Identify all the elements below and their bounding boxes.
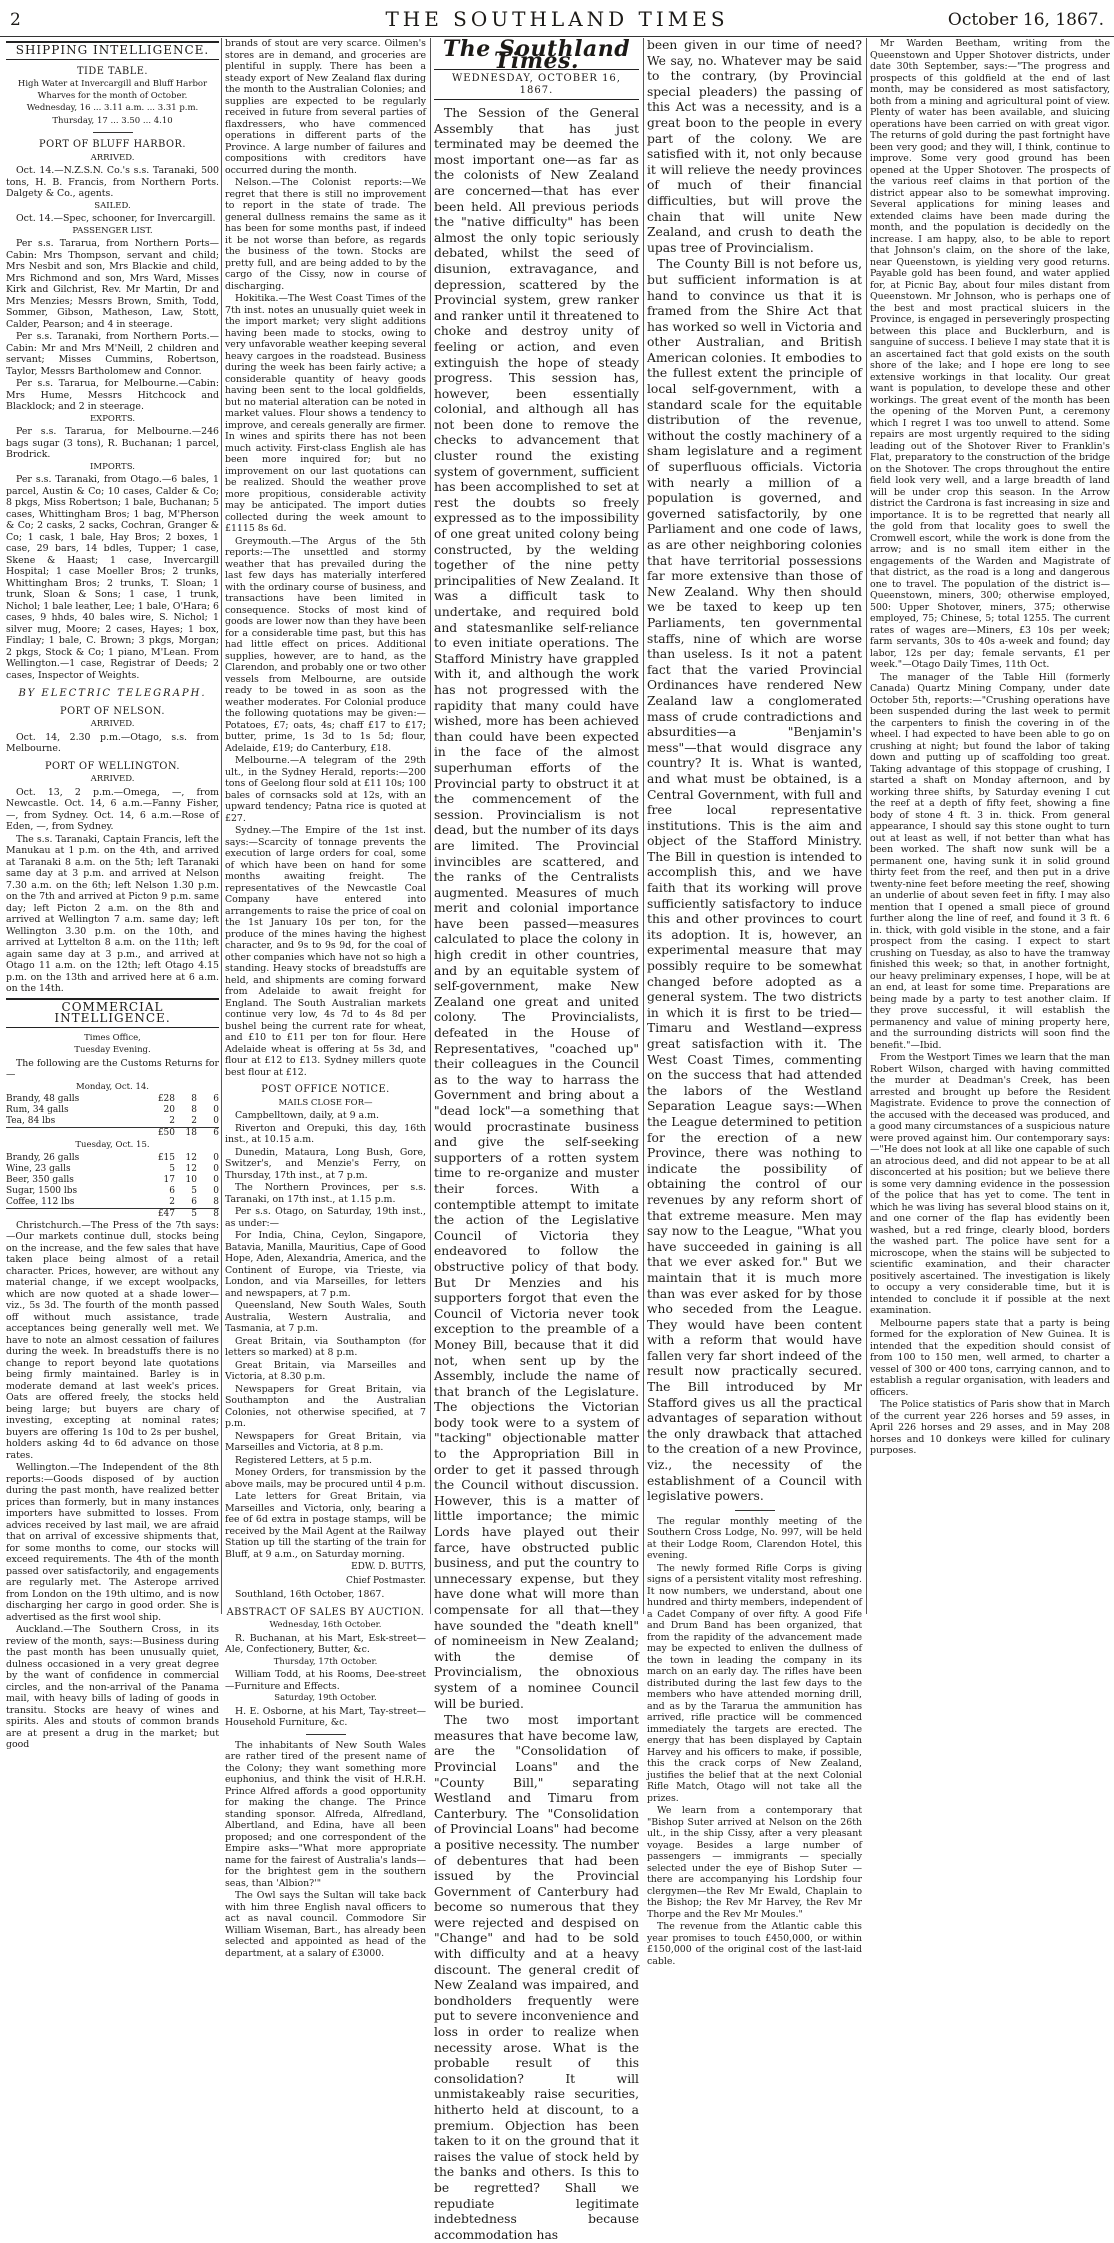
lodge-notice: The regular monthly meeting of the Southern Cross Lodge, No. 997, will be held at their Lodge Room, Clarendon Hotel, this evening. xyxy=(647,1515,862,1562)
nsw-article: The inhabitants of New South Wales are rather tired of the present name of the Colony; they want something more euphonius, and think the visit of H.R.H. Prince Alfred affords a good opportunity for making the change. The Prince standing sponsor. Alfreda, Alfredland, Albertland, and Edina, have all been proposed; and one correspondent of the Empire asks—"What more appropriate name for the fairest of Australia's lands—for the brightest gem in the southern seas, than 'Albion?'" xyxy=(225,1739,426,1889)
postmaster-title: Chief Postmaster. xyxy=(345,1575,426,1586)
column-rule xyxy=(866,38,867,1614)
passenger-text: Per s.s. Tararua, for Melbourne.—Cabin: Mrs Hume, Messrs Hitchcock and Blacklock; and 2 in steerage. xyxy=(6,378,219,412)
tuesday-label: Tuesday, Oct. 15. xyxy=(75,1140,150,1150)
sailed-label: SAILED. xyxy=(94,200,131,211)
passenger-text: Per s.s. Tararua, from Northern Ports—Cabin: Mrs Thompson, servant and child; Mrs Nesbit and son, Mrs Blackie and child, Mrs Richmond and son, Mrs Ward, Misses Kirk and Gilchrist, Rev. Mr Martin, Dr and Mrs Menzies; Messrs Brown, Smith, Todd, Sommer, Gibson, Matheson, Law, Stott, Calder, Pearson; and 4 in steerage. xyxy=(6,238,219,330)
mail-item: Queensland, New South Wales, South Australia, Western Australia, and Tasmania, at 7 p.m. xyxy=(225,1300,426,1334)
shipping-heading: SHIPPING INTELLIGENCE. xyxy=(6,41,219,60)
table-total-row: £47 5 8 xyxy=(6,1208,219,1220)
running-title: THE SOUTHLAND TIMES xyxy=(385,7,729,31)
nelson-text: Oct. 14, 2.30 p.m.—Otago, s.s. from Melbourne. xyxy=(6,731,219,754)
table-row: Coffee, 112 lbs 2 6 8 xyxy=(6,1196,219,1207)
sale-day: Wednesday, 16th October. xyxy=(269,1620,382,1630)
christchurch-report: Christchurch.—The Press of the 7th says:—Our markets continue dull, stocks being on the increase, and the few sales that have taken place being almost of a retail character. Prices, however, are without any material change, if we except woolpacks, which are now quoted at a shade lower—viz., 5s 3d. The fourth of the month passed off without much assistance, trade acceptances being generally well met. We have to note an almost cessation of failures during the week. In breadstuffs there is no change to report beyond late quotations being firmly maintained. Barley is in moderate demand at last week's prices. Oats are offered freely, the stocks held being large; but buyers are chary of investing, excepting at nominal rates; buyers are offering 1s 10d to 2s per bushel, holders asking 4d to 6d advance on those rates. xyxy=(6,1219,219,1461)
editorial-text: The two most important measures that have become law, are the "Consolidation of Provincial Loans" and the "County Bill," separating Westland and Timaru from Canterbury. The "Consolidation of Provincial Loans" had become a positive necessity. The number of debentures that had been issued by the Provincial Government of Canterbury had become so numerous that they were rejected and despised on "Change" and had to be sold with difficulty and at a heavy discount. The general credit of New Zealand was impaired, and bondholders frequently were put to severe inconvenience and loss in order to realize when necessity arose. What is the probable result of this consolidation? It will unmistakeably raise securities, hitherto held at discount, to a premium. Objection has been taken to it on the ground that it raises the value of stock held by the banks and others. Is this to be regretted? Shall we repudiate legitimate indebtedness because accommodation has xyxy=(434,1713,639,2242)
tide-row: Wednesday, 16 ... 3.11 a.m. ... 3.31 p.m. xyxy=(26,103,199,113)
column-1 xyxy=(6,38,219,1750)
page-header xyxy=(0,0,1114,37)
goldfield-report: Mr Warden Beetham, writing from the Queenstown and Upper Shotover districts, under date 30th September, says:—"The progress and prospects of this goldfield at the end of last month, may be considered as most satisfactory, both from a mining and agricultural point of view. Plenty of water has been available, and sluicing operations have been carried on with great vigor. The returns of gold during the past fortnight have been very good; and they will, I think, continue to improve. Some very good ground has been opened at the Upper Shotover. The prospects of the various reef claims in that portion of the district appear also to be somewhat improving. Several applications for mining leases and extended claims have been made during the month, and the population is decidedly on the increase. I am happy, also, to be able to report that Johnson's claim, on the shore of the lake, near Queenstown, is yielding very good returns. Payable gold has been found, and water applied for, at Picnic Bay, about four miles distant from Queenstown. Mr Johnson, who is perhaps one of the best and most practical sluicers in the Province, is engaged in perseveringly prospecting between this place and Bucklerburn, and is sanguine of success. I believe I may state that it is an ascertained fact that gold exists on the south shore of the lake; and I hope ere long to see extensive workings in that locality. Our great want is population, to develope these and other workings. The great event of the month has been the opening of the Morven Punt, a ceremony which I regret I was too unwell to attend. Some repairs are most urgently required to the siding leading out of the Shotover River to Franklin's Flat, preparatory to the construction of the bridge on the Shotover. The crops throughout the entire field look very well, and a large breadth of land will be under crop this season. In the Arrow district the Cardrona is fast increasing in size and importance. It is to be regretted that nearly all the gold from that locality goes to swell the Cromwell escort, while the work is done from the arrow; and is no small item either in the engagements of the Warden and Magistrate of that district, as the road is a long and dangerous one to travel. The population of the district is—Queenstown, miners, 300; otherwise employed, 500: Upper Shotover, miners, 375; otherwise employed, 75; Chinese, 5; total 1255. The current rates of wages are—Miners, £3 10s per week; farm servants, 30s to 40s a-week and found; day labor, 12s per day; female servants, £1 per week."—Otago Daily Times, 11th Oct. xyxy=(870,38,1110,670)
customs-intro: The following are the Customs Returns for— xyxy=(6,1057,219,1080)
column-rule xyxy=(643,38,644,1614)
times-office: Times Office, xyxy=(84,1032,141,1043)
column-4 xyxy=(647,38,862,1967)
mail-item: Per s.s. Otago, on Saturday, 19th inst., as under:— xyxy=(225,1206,426,1229)
evening-label: Tuesday Evening. xyxy=(74,1045,151,1055)
arrived-label: ARRIVED. xyxy=(90,719,135,729)
tide-table-intro: High Water at Invercargill and Bluff Harbor Wharves for the month of October. xyxy=(17,79,208,101)
nelson-report: Nelson.—The Colonist reports:—We regret that there is still no improvement to report in the state of trade. The general dullness remains the same as it has been for some months past, if indeed it be not worse than before, as regards the business of the town. Stocks are pretty full, and are being added to by the cargo of the Cissy, now in course of discharging. xyxy=(225,177,426,292)
imports-label: IMPORTS. xyxy=(90,461,135,472)
arrived-label: ARRIVED. xyxy=(90,152,135,163)
mail-item: Great Britain, via Marseilles and Victoria, at 8.30 p.m. xyxy=(225,1359,426,1382)
column-rule xyxy=(430,38,431,1614)
melbourne-report: Melbourne.—A telegram of the 29th ult., in the Sydney Herald, reports:—200 tons of Geelong flour sold at £11 10s; 100 bales of cornsacks sold at 12s, with an upward tendency; Patna rice is quoted at £27. xyxy=(225,755,426,824)
table-row: Beer, 350 galls 17 10 0 xyxy=(6,1174,219,1185)
mail-item: Dunedin, Mataura, Long Bush, Gore, Switzer's, and Menzie's Ferry, on Thursday, 17th inst., at 7 p.m. xyxy=(225,1146,426,1181)
mining-report: The manager of the Table Hill (formerly Canada) Quartz Mining Company, under date October 5th, reports:—"Crushing operations have been suspended during the last week to permit the carpenters to finish the covering in of the wheel. I had expected to have been able to go on crushing at night; but found the labor of taking down and putting up of scaffolding too great. Taking advantage of this stoppage of crushing, I started a shaft on Monday afternoon, and by working three shifts, by Saturday evening I cut the reef at a depth of fifty feet, showing a fine body of stone 4 ft. 3 in. thick. From general appearance, I should say this stone ought to turn out at least as well, if not better than what has been worked. The shaft now sunk will be a permanent one, having sunk it in solid ground thirty feet from the reef, and then put in a drive twenty-nine feet before meeting the reef, showing an underlie of about seven feet in fifty. I may also mention that I opened a small piece of ground further along the line of reef, and found it 3 ft. 6 in. thick, with gold visible in the stone, and a fair prospect from the casing. I expect to start crushing on Tuesday, as also to have the tramway finished this week; so that, in another fortnight, our heavy preliminary expenses, I hope, will be at an end, at least for some time. Preparations are being made by a party to test another claim. If they prove successful, it will establish the permanency and value of mining property here, and the surrounding districts will soon find the benefit."—Ibid. xyxy=(870,671,1110,1051)
table-row: Rum, 34 galls 20 8 0 xyxy=(6,1105,219,1115)
mail-item: Money Orders, for transmission by the above mails, may be procured until 4 p.m. xyxy=(225,1467,426,1490)
westport-article: From the Westport Times we learn that the man Robert Wilson, charged with having committed the murder at Deadman's Creek, has been arrested and brought up before the Resident Magistrate. Evidence to prove the connection of the accused with the deceased was produced, and a good many circumstances of a suspicious nature were proved against him. Our contemporary says:—"He does not look at all like one capable of such an atrocious deed, and did not appear to be at all disconcerted at his position; but we believe there is some very damning evidence in the possession of the police that has yet to come. The tent in which he was living has several blood stains on it, and one corner of the flap has evidently been washed, but a red fringe, clearly blood, borders the washed part. The police have sent for a microscope, when the stains will be subjected to scientific examination, and their character positively ascertained. The investigation is likely to occupy a very considerable time, but it is intended to conclude it if possible at the next examination. xyxy=(870,1052,1110,1316)
postmaster-signature: EDW. D. BUTTS, xyxy=(351,1562,426,1572)
tide-row: Thursday, 17 ... 3.50 ... 4.10 xyxy=(52,115,173,126)
imports-text: Per s.s. Taranaki, from Otago.—6 bales, 1 parcel, Austin & Co; 10 cases, Calder & Co; 8 pkgs, Miss Robertson; 1 bale, Buchanan; 5 cases, Whittingham Bros; 1 bag, M'Pherson & Co; 2 casks, 2 sacks, Cochran, Granger & Co; 1 cask, 1 bale, Hay Bros; 2 boxes, 1 case, 29 bars, 14 bdles, Tupper; 1 case, Skene & Haast; 1 case, Invercargill Hospital; 1 case Moeller Bros; 2 trunks, Whittingham Bros; 2 trunks, T. Sloan; 1 trunk, Sloan & Sons; 1 case, 1 trunk, Nichol; 1 bale leather, Lee; 1 bale, O'Hara; 6 cases, 9 hhds, 40 bales wire, S. Nichol; 1 silver mug, Moore; 2 cases, Hayes; 1 box, Findlay; 1 bale, C. Brown; 3 pkgs, Morgan; 2 pkgs, Stock & Co; 1 piano, M'Lean. From Wellington.—1 case, Registrar of Deeds; 2 cases, Inspector of Weights. xyxy=(6,474,219,681)
owl-article: The Owl says the Sultan will take back with him three English naval officers to act as naval council. Commodore Sir William Wiseman, Bart., has already been selected and appointed as head of the department, at a salary of £3000. xyxy=(225,1890,426,1959)
signature-place: Southland, 16th October, 1867. xyxy=(235,1589,385,1600)
passenger-list-label: PASSENGER LIST. xyxy=(72,225,153,236)
greymouth-report: Greymouth.—The Argus of the 5th reports:—The unsettled and stormy weather that has prevailed during the last few days has materially interfered with the ordinary course of business, and transactions have been limited in consequence. Stocks of most kind of goods are lower now than they have been for a considerable time past, but this has had little effect on prices. Additional supplies, however, are to hand, as the Clarendon, and probably one or two other vessels from Melbourne, are outside ready to be towed in as soon as the weather moderates. For Colonial produce the following quotations may be given:—Potatoes, £7; oats, 4s; chaff £17 to £17; butter, prime, 1s 3d to 1s 5d; flour, Adelaide, £19; do Canterbury, £18. xyxy=(225,535,426,754)
divider xyxy=(93,132,133,133)
rifle-corps-article: The newly formed Rifle Corps is giving signs of a persistent vitality most refreshing. It now numbers, we understand, about one hundred and thirty members, independent of a Cadet Company of over fifty. A good Fife and Drum Band has been organized, that from the rapidity of the advancement made may be expected to enliven the dullness of the town in leading the company in its march on an early day. The rifles have been distributed during the last few days to the members who have attended morning drill, and as by the Tararua the ammunition has arrived, rifle practice will be commenced immediately the targets are erected. The energy that has been displayed by Captain Harvey and his officers to make, if possible, this the crack corps of New Zealand, justifies the belief that at the next Colonial Rifle Match, Otago will not take all the prizes. xyxy=(647,1562,862,1804)
tide-table-heading: TIDE TABLE. xyxy=(76,65,149,77)
mail-item: Great Britain, via Southampton (for letters so marked) at 8 p.m. xyxy=(225,1335,426,1358)
divider xyxy=(306,1734,346,1735)
sale-item: H. E. Osborne, at his Mart, Tay-street—Household Furniture, &c. xyxy=(225,1705,426,1728)
mail-item: Riverton and Orepuki, this day, 16th inst., at 10.15 a.m. xyxy=(225,1122,426,1145)
column-5 xyxy=(870,38,1110,1614)
exports-text: Per s.s. Tararua, for Melbourne.—246 bags sugar (3 tons), R. Buchanan; 1 parcel, Brodrick. xyxy=(6,426,219,460)
mail-item: Newspapers for Great Britain, via Marseilles and Victoria, at 8 p.m. xyxy=(225,1430,426,1453)
post-office-heading: POST OFFICE NOTICE. xyxy=(261,1084,390,1095)
hokitika-report: Hokitika.—The West Coast Times of the 7th inst. notes an unusually quiet week in the import market; very slight additions having been made to stocks, owing to very unfavorable weather keeping several heavy cargoes in the roadstead. Business during the week has been fairly active; a considerable quantity of heavy goods having been sent to the local goldfields, but no material alteration can be noted in market values. Flour shows a tendency to improve, and cereals generally are firmer. In wines and spirits there has not been much activity. First-class English ale has been more inquired for; but no improvement on our last quotations can be realized. Should the weather prove more propitious, considerable activity may be anticipated. The import duties collected during the week amount to £1115 8s 6d. xyxy=(225,293,426,534)
auckland-report: Auckland.—The Southern Cross, in its review of the month, says:—Business during the past month has been unusually quiet, dulness occasioned in a very great degree by the want of confidence in commercial circles, and the non-arrival of the Panama mail, with heavy bills of lading of goods in transitu. Stocks are heavy of wines and spirits. Ales and stouts of common brands are at present a drug in the market; but good xyxy=(6,1624,219,1750)
mail-item: For India, China, Ceylon, Singapore, Batavia, Manilla, Mauritius, Cape of Good Hope, Aden, Alexandria, America, and the Continent of Europe, via Trieste, via London, and via Marseilles, for letters and newspapers, at 7 p.m. xyxy=(225,1230,426,1299)
mails-close-label: MAILS CLOSE FOR— xyxy=(278,1097,373,1108)
table-row: Sugar, 1500 lbs 6 5 0 xyxy=(6,1185,219,1196)
mail-item: Newspapers for Great Britain, via Southampton and the Australian Colonies, not otherwise specified, at 7 p.m. xyxy=(225,1383,426,1429)
column-3 xyxy=(434,36,639,2242)
port-wellington-heading: PORT OF WELLINGTON. xyxy=(44,760,181,772)
customs-table-monday xyxy=(6,1094,219,1139)
wellington-text: The s.s. Taranaki, Captain Francis, left the Manukau at 1 p.m. on the 4th, and arrived at Taranaki 8 a.m. on the 5th; left Taranaki same day at 3 p.m. and arrived at Nelson 7.30 a.m. on the 6th; left Nelson 1.30 p.m. on the 7th and arrived at Picton 9 p.m. same day; left Picton 2 a.m. on the 8th and arrived at Wellington 7 a.m. same day; left Wellington 3.30 p.m. on the 10th, and arrived at Lyttelton 8 a.m. on the 11th; left again same day at 3 p.m., and arrived at Otago 11 a.m. on the 12th; left Otago 4.15 p.m. on the 13th and arrived here at 6 a.m. on the 14th. xyxy=(6,833,219,994)
sale-day: Thursday, 17th October. xyxy=(273,1656,378,1667)
arrived-text: Oct. 14.—N.Z.S.N. Co.'s s.s. Taranaki, 500 tons, H. B. Francis, from Northern Ports. Dalgety & Co., agents. xyxy=(6,165,219,199)
mail-item: Campbelltown, daily, at 9 a.m. xyxy=(235,1110,379,1121)
passenger-text: Per s.s. Taranaki, from Northern Ports.—Cabin: Mr and Mrs M'Neill, 2 children and servant; Misses Cummins, Robertson, Taylor, Messrs Bartholomew and Connor. xyxy=(6,331,219,377)
editorial-text: The Session of the General Assembly that has just terminated may be deemed the most important one—as far as the colonists of New Zealand are concerned—that has ever been held. All previous periods the "native difficulty" has been almost the only topic seriously debated, whilst the seed of disunion, extravagance, and depression, scattered by the Provincial system, grew ranker and ranker until it threatened to choke and destroy unity of feeling or action, and even extinguish the hope of steady progress. This session has, however, been essentially colonial, and although all has not been done to remove the checks to advancement that cluster round the existing system of government, sufficient has been accomplished to set at rest the doubts so freely expressed as to the impossibility of one great united colony being constructed, by the welding together of the nine petty principalities of New Zealand. It was a difficult task to undertake, and required bold and statesmanlike self-reliance to even initiate operations. The Stafford Ministry have grappled with it, and although the work has not progressed with the rapidity that many could have wished, more has been achieved than could have been expected in the face of the almost superhuman efforts of the Provincial party to obstruct it at the commencement of the session. Provincialism is not dead, but the number of its days are limited. The Provincial invincibles are scattered, and the ranks of the Centralists augmented. Measures of much merit and colonial importance have been passed—measures calculated to place the colony in high credit in other countries, and by an equitable system of self-government, make New Zealand one great and united colony. The Provincialists, defeated in the House of Representatives, "coached up" their colleagues in the Council as to the way to harrass the Government and bring about a "dead lock"—a something that would procrastinate business and give the self-seeking supporters of a rotten system time to re-organize and muster their forces. With a contemptible attempt to imitate the action of the Legislative Council of Victoria they endeavored to follow the obstructive policy of that body. But Dr Menzies and his supporters forgot that even the Council of Victoria never took exception to the preamble of a Money Bill, because that it did not, when sent up by the Assembly, include the name of that branch of the Legislature. The objections the Victorian body took were to a system of "tacking" objectionable matter to the Appropriation Bill in order to get it passed through the Council without discussion. However, this is a matter of little importance; the mimic Lords have played out their farce, have obstructed public business, and put the country to unnecessary expense, but they have done what will more than compensate for all that—they have sounded the "death knell" of nomineeism in New Zealand; with the demise of Provincialism, the obnoxious system of a nominee Council will be buried. xyxy=(434,106,639,1711)
divider xyxy=(735,1510,775,1511)
sailed-text: Oct. 14.—Spec, schooner, for Invercargill. xyxy=(16,213,216,224)
cable-article: The revenue from the Atlantic cable this year promises to touch £450,000, or within £150,000 of the original cost of the last-laid cable. xyxy=(647,1921,862,1967)
wellington-market-report: Wellington.—The Independent of the 8th reports:—Goods disposed of by auction during the past month, have realized better prices than formerly, but in many instances importers have submitted to losses. From advices received by last mail, we are afraid that on arrival of excessive shipments that, for some months to come, our stocks will exceed requirements. The 4th of the month passed over satisfactorily, and engagements are regularly met. The Asterope arrived from London on the 19th ultimo, and is now discharging her cargo in good order. She is advertised as the first wool ship. xyxy=(6,1462,219,1623)
new-guinea-article: Melbourne papers state that a party is being formed for the exploration of New Guinea. It is intended that the expedition should consist of from 100 to 150 men, well armed, to charter a vessel of 300 or 400 tons, carrying cannon, and to establish a regular organisation, with leaders and officers. xyxy=(870,1317,1110,1398)
port-bluff-heading: PORT OF BLUFF HARBOR. xyxy=(39,139,186,150)
article-text: brands of stout are very scarce. Oilmen's stores are in demand, and groceries are plentiful in supply. There has been a steady export of New Zealand flax during the month to the Australian Colonies; and supplies are expected to be regularly received in future from several parties of flaxdressers, who have commenced operations in different parts of the Province. A large number of failures and compositions with creditors have occurred during the month. xyxy=(225,38,426,176)
table-total-row: £50 18 6 xyxy=(6,1128,219,1140)
paris-statistics-article: The Police statistics of Paris show that in March of the current year 226 horses and 59 asses, in April 226 horses and 29 asses, and in May 208 horses and 10 donkeys were killed for culinary purposes. xyxy=(870,1399,1110,1456)
edition-date: WEDNESDAY, OCTOBER 16, 1867. xyxy=(434,69,639,100)
column-rule xyxy=(221,38,222,1614)
sale-day: Saturday, 19th October. xyxy=(274,1693,377,1703)
wellington-text: Oct. 13, 2 p.m.—Omega, —, from Newcastle. Oct. 14, 6 a.m.—Fanny Fisher, —, from Sydney. Oct. 14, 6 a.m.—Rose of Eden, —, from Sydney. xyxy=(6,786,219,832)
editorial-text: The County Bill is not before us, but sufficient information is at hand to convince us that it is framed from the Shire Act that has worked so well in Victoria and other Australian, and British American colonies. It embodies to the fullest extent the principle of local self-government, with a standard scale for the equitable distribution of the revenue, without the costly machinery of a sham legislature and a regiment of superfluous officials. Victoria with nearly a million of a population is governed, and governed satisfactorily, by one Parliament and one code of laws, as are other neighboring colonies that have territorial possessions far more extensive than those of New Zealand. Why then should we be taxed to keep up ten Parliaments, ten governmental staffs, nine of which are worse than useless. Is it not a patent fact that the varied Provincial Ordinances have rendered New Zealand law a conglomerated mass of crude contradictions and absurdities—a "Benjamin's mess"—that would disgrace any country? It is. What is wanted, and what must be obtained, is a Central Government, with full and free local representative institutions. This is the aim and object of the Stafford Ministry. The Bill in question is intended to accomplish this, and we have faith that its working will prove sufficiently satisfactory to induce this and other provinces to court its adoption. It is, however, an experimental measure that may possibly require to be somewhat changed before adopted as a general system. The two districts in which it is first to be tried—Timaru and Westland—express great satisfaction with it. The West Coast Times, commenting on the success that had attended the labors of the Westland Separation League says:—When the League determined to petition for the erection of a new Province, there was nothing to indicate the possibility of obtaining the control of our revenues by any reform short of that extreme measure. Men may say now to the League, "What you have succeeded in gaining is all that we ever asked for." But we maintain that it is much more than was ever asked for by those who seceded from the League. They would have been content with a reform that would have fallen very far short indeed of the result now practically secured. The Bill introduced by Mr Stafford gives us all the practical advantages of separation without the only drawback that attached to the creation of a new Province, viz., the necessity of the establishment of a Council with legislative powers. xyxy=(647,257,862,1504)
sydney-report: Sydney.—The Empire of the 1st inst. says:—Scarcity of tonnage prevents the execution of large orders for coal, some of which have been on hand for some months awaiting freight. The representatives of the Newcastle Coal Company have entered into arrangements to raise the price of coal on the 1st January 10s per ton, for the produce of the mines having the highest character, and 9s to 9s 9d, for the coal of other companies which have not so high a standing. Heavy stocks of breadstuffs are held, and shipments are coming forward from Adelaide to await freight for England. The South Australian markets continue very low, 4s 7d to 4s 8d per bushel being the current rate for wheat, and £10 to £11 per ton for flour. Here Adelaide wheat is offering at 5s 3d, and flour at £12 to £13. Sydney millers quote best flour at £12. xyxy=(225,825,426,1078)
sale-item: R. Buchanan, at his Mart, Esk-street—Ale, Confectionery, Butter, &c. xyxy=(225,1632,426,1655)
bishop-article: We learn from a contemporary that "Bishop Suter arrived at Nelson on the 26th ult., in the ship Cissy, after a very pleasant voyage. Besides a large number of passengers — immigrants — specially selected under the eye of Bishop Suter — there are accompanying his Lordship four clergymen—the Rev Mr Ewald, Chaplain to the Bishop; the Rev Mr Harvey, the Rev Mr Thorpe and the Rev Mr Moules." xyxy=(647,1805,862,1920)
sale-item: William Todd, at his Rooms, Dee-street—Furniture and Effects. xyxy=(225,1669,426,1692)
table-row: Brandy, 26 galls £15 12 0 xyxy=(6,1152,219,1163)
mail-item: The Northern Provinces, per s.s. Taranaki, on 17th inst., at 1.15 p.m. xyxy=(225,1182,426,1205)
customs-table-tuesday xyxy=(6,1153,219,1220)
commercial-heading: COMMERCIAL INTELLIGENCE. xyxy=(6,998,219,1028)
page-number: 2 xyxy=(10,10,21,30)
newspaper-flag: The Southland Times. xyxy=(442,36,631,74)
table-row: Wine, 23 galls 5 12 0 xyxy=(6,1163,219,1174)
editorial-text: been given in our time of need? We say, no. Whatever may be said to the contrary, (by Provincial special pleaders) the passing of this Act was a necessity, and is a great boon to the people in every part of the colony. We are satisfied with it, not only because it will relieve the needy provinces of much of their financial difficulties, but will prove the chain that will unite New Zealand, and crush to death the upas tree of Provincialism. xyxy=(647,38,862,255)
issue-date: October 16, 1867. xyxy=(947,10,1104,30)
telegraph-heading: BY ELECTRIC TELEGRAPH. xyxy=(18,688,207,699)
column-2 xyxy=(225,38,426,1959)
monday-label: Monday, Oct. 14. xyxy=(76,1081,149,1092)
port-nelson-heading: PORT OF NELSON. xyxy=(60,705,165,717)
arrived-label: ARRIVED. xyxy=(90,774,135,784)
table-row: Tea, 84 lbs 2 2 0 xyxy=(6,1116,219,1126)
exports-label: EXPORTS. xyxy=(89,413,136,424)
mail-item: Registered Letters, at 5 p.m. xyxy=(235,1454,372,1466)
auction-heading: ABSTRACT OF SALES BY AUCTION. xyxy=(226,1606,425,1618)
mail-item: Late letters for Great Britain, via Marseilles and Victoria, only, bearing a fee of 6d extra in postage stamps, will be received by the Mail Agent at the Railway Station up till the starting of the train for Bluff, at 9 a.m., on Saturday morning. xyxy=(225,1491,426,1560)
table-row: Brandy, 48 galls £28 8 6 xyxy=(6,1094,219,1104)
